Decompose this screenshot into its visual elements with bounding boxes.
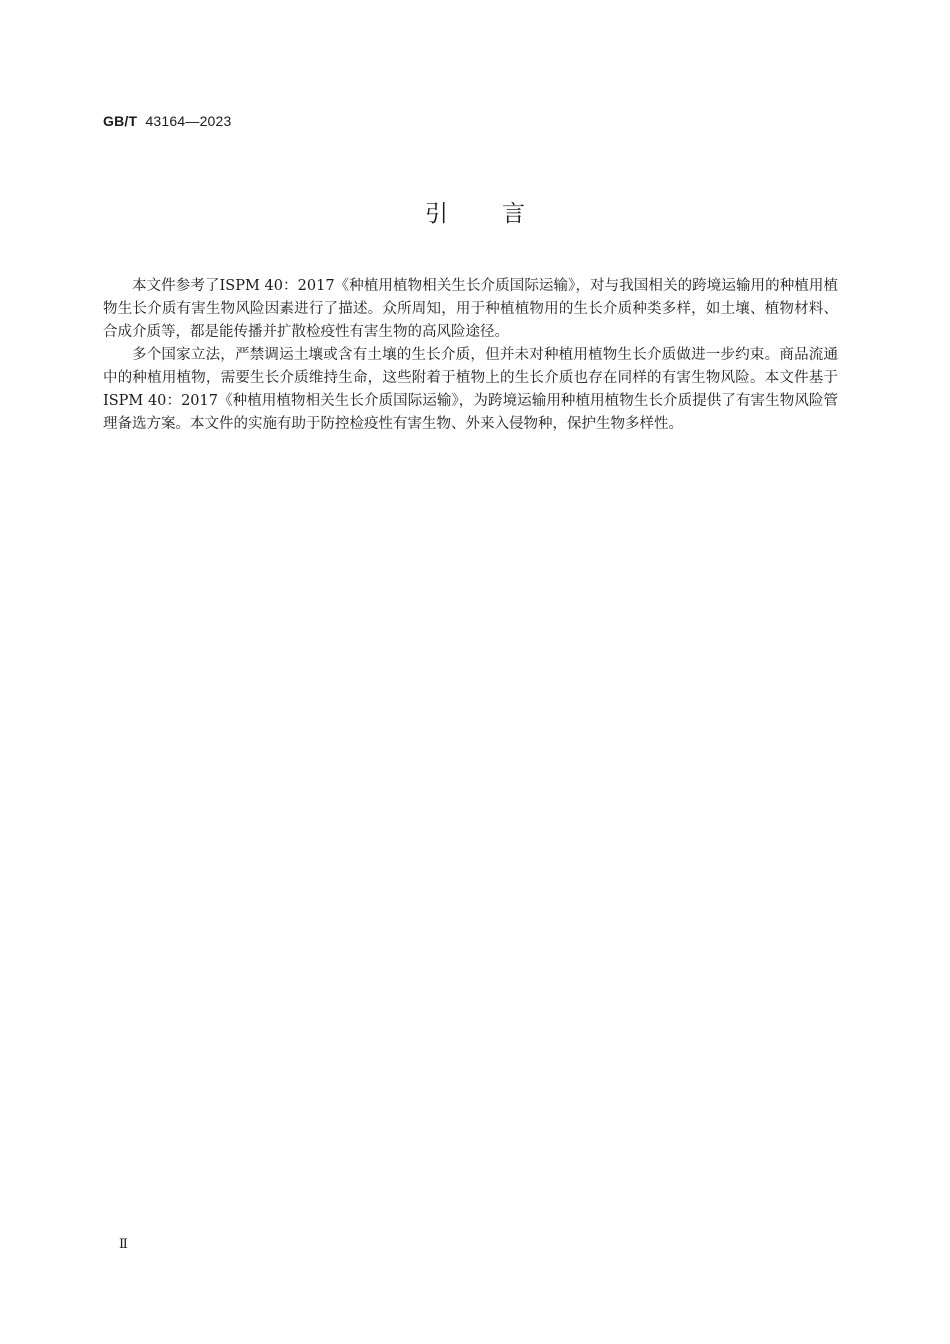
paragraph-1: 本文件参考了ISPM 40：2017《种植用植物相关生长介质国际运输》，对与我国相关的跨境运输用的种植用植物生长介质有害生物风险因素进行了描述。众所周知，用于种植植物用的生长介质种类多样，如土壤、植物材料、合成介质等，都是能传播并扩散检疫性有害生物的高风险途径。 <box>103 278 838 340</box>
standard-number: 43164—2023 <box>145 113 232 129</box>
paragraph-2: 多个国家立法，严禁调运土壤或含有土壤的生长介质，但并未对种植用植物生长介质做进一步约束。商品流通中的种植用植物，需要生长介质维持生命，这些附着于植物上的生长介质也存在同样的有害生物风险。本文件基于ISPM 40：2017《种植用植物相关生长介质国际运输》，为跨境运输用种植用植物生长介质提供了有害生物风险管理备选方案。本文件的实施有助于防控检疫性有害生物、外来入侵物种，保护生物多样性。 <box>103 347 838 432</box>
standard-prefix: GB/T <box>103 113 138 129</box>
body-text <box>103 275 838 436</box>
standard-code-header <box>103 113 232 129</box>
page-number: Ⅱ <box>119 1237 128 1252</box>
section-title: 引言 <box>425 201 579 227</box>
